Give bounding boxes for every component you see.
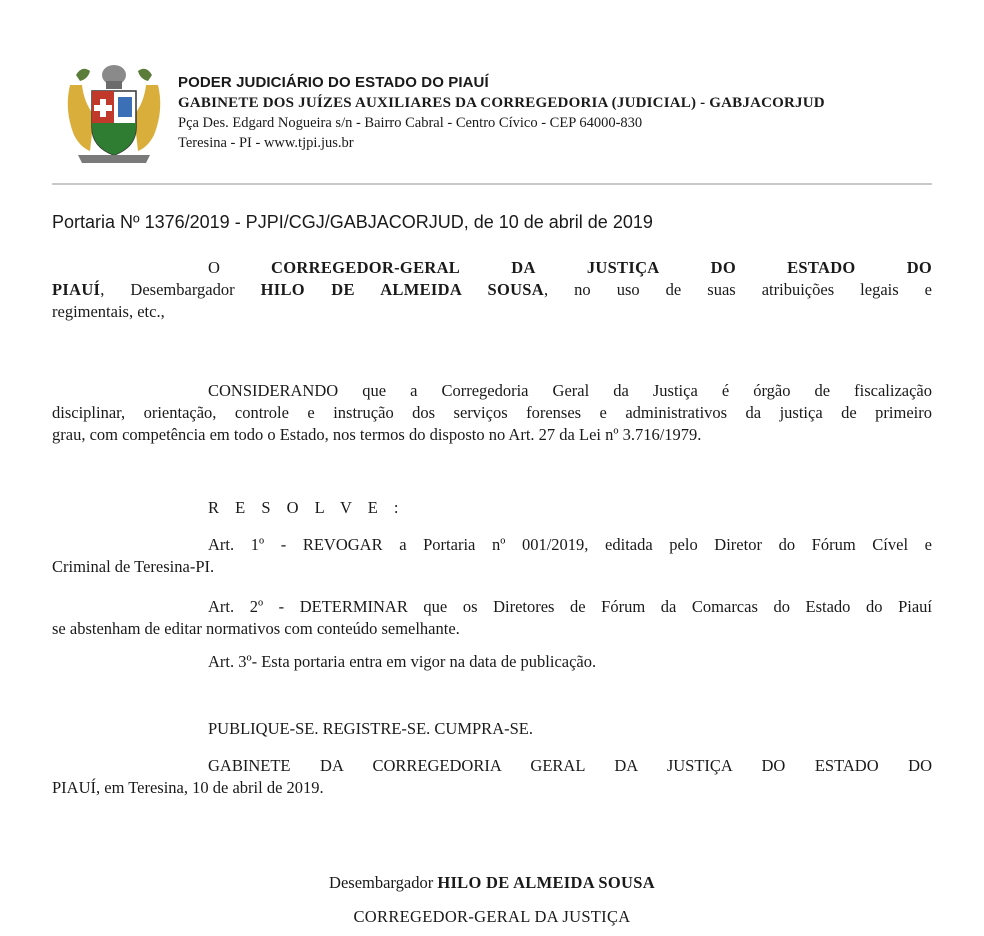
preamble-line-1: O CORREGEDOR-GERAL DA JUSTIÇA DO ESTADO DO bbox=[208, 258, 933, 277]
article-2-line-1: Art. 2º - DETERMINAR que os Diretores de Fórum da Comarcas do Estado do Piauí bbox=[208, 597, 932, 616]
institution-name: PODER JUDICIÁRIO DO ESTADO DO PIAUÍ bbox=[178, 74, 489, 91]
article-1-line-1: Art. 1º - REVOGAR a Portaria nº 001/2019, editada pelo Diretor do Fórum Cível e bbox=[208, 535, 932, 554]
article-1-line-2: Criminal de Teresina-PI. bbox=[52, 557, 215, 576]
article-3: Art. 3º- Esta portaria entra em vigor na data de publicação. bbox=[208, 652, 597, 671]
preamble-line-2: PIAUÍ, Desembargador HILO DE ALMEIDA SOUSA, no uso de suas atribuições legais e bbox=[52, 280, 933, 299]
article-2-line-2: se abstenham de editar normativos com conteúdo semelhante. bbox=[52, 619, 460, 638]
article-1 bbox=[52, 534, 932, 578]
office-name: GABINETE DOS JUÍZES AUXILIARES DA CORREGEDORIA (JUDICIAL) - GABJACORJUD bbox=[178, 95, 825, 111]
office-closing bbox=[52, 755, 932, 799]
city-website-line: Teresina - PI - www.tjpi.jus.br bbox=[178, 135, 354, 151]
publication-order: PUBLIQUE-SE. REGISTRE-SE. CUMPRA-SE. bbox=[208, 719, 533, 738]
considerando-line-1: CONSIDERANDO que a Corregedoria Geral da Justiça é órgão de fiscalização bbox=[208, 381, 932, 400]
resolve-heading: R E S O L V E : bbox=[208, 498, 405, 517]
considerando-line-3: grau, com competência em todo o Estado, nos termos do disposto no Art. 27 da Lei nº 3.716/1979. bbox=[52, 425, 702, 444]
preamble-line-3: regimentais, etc., bbox=[52, 302, 165, 321]
letterhead-text bbox=[178, 73, 825, 153]
signature-name: Desembargador HILO DE ALMEIDA SOUSA bbox=[329, 873, 655, 892]
address-line: Pça Des. Edgard Nogueira s/n - Bairro Cabral - Centro Cívico - CEP 64000-830 bbox=[178, 115, 643, 131]
header-divider bbox=[52, 183, 932, 185]
letterhead bbox=[60, 55, 940, 175]
office-closing-line-2: PIAUÍ, em Teresina, 10 de abril de 2019. bbox=[52, 778, 324, 797]
office-closing-line-1: GABINETE DA CORREGEDORIA GERAL DA JUSTIÇA DO ESTADO DO bbox=[208, 756, 932, 775]
considerando-paragraph bbox=[52, 380, 932, 446]
article-2 bbox=[52, 596, 932, 640]
considerando-line-2: disciplinar, orientação, controle e instrução dos serviços forenses e administrativos da justiça de primeiro bbox=[52, 403, 932, 422]
preamble-paragraph bbox=[52, 257, 932, 323]
portaria-title: Portaria Nº 1376/2019 - PJPI/CGJ/GABJACORJUD, de 10 de abril de 2019 bbox=[52, 212, 653, 232]
coat-of-arms-icon bbox=[60, 55, 168, 167]
signature-role: CORREGEDOR-GERAL DA JUSTIÇA bbox=[353, 907, 631, 926]
